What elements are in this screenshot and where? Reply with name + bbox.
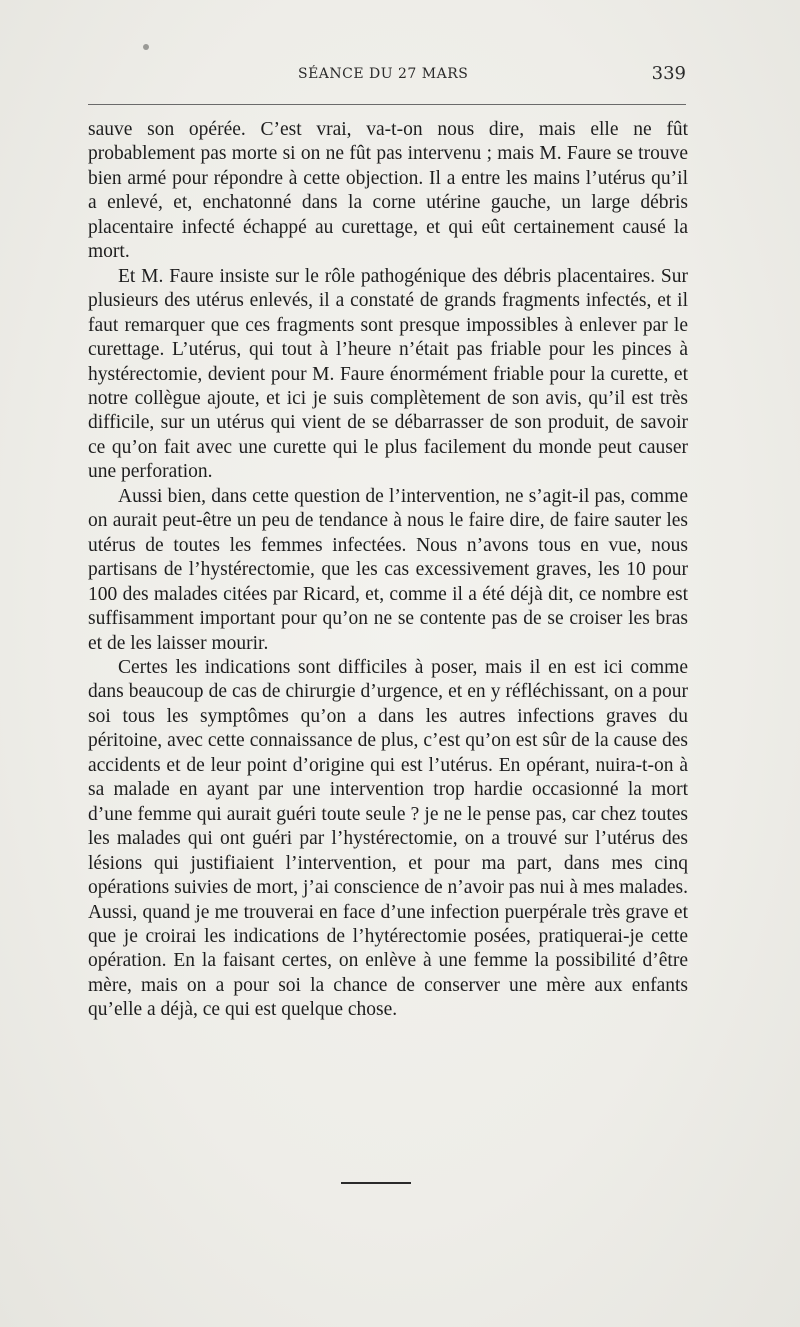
running-head: SÉANCE DU 27 MARS	[298, 66, 469, 82]
header-rule	[88, 104, 686, 105]
paragraph: Certes les indications sont difficiles à poser, mais il en est ici comme dans beaucoup de cas de chirurgie d’urgence, et en y réfléchissant, on a pour soi tous les symptômes qu’on a dans les autres infections graves du péritoine, avec cette connaissance de plus, c’est qu’on est sûr de la cause des accidents et de leur point d’origine qui est l’utérus. En opérant, nuira-t-on à sa malade en ayant par une intervention trop hardie occasionné la mort d’une femme qui aurait guéri toute seule ? je ne le pense pas, car chez toutes les malades qui ont guéri par l’hystérectomie, on a trouvé sur l’utérus des lésions qui justifiaient l’intervention, et pour ma part, dans mes cinq opérations suivies de mort, j’ai conscience de n’avoir pas nui à mes malades. Aussi, quand je me trouverai en face d’une infection puerpérale très grave et que je croirai les indications de l’hytérectomie posées, pratiquerai-je cette opération. En la faisant certes, on enlève à une femme la possibilité d’être mère, mais on a pour soi la chance de conserver une mère aux enfants qu’elle a déjà, ce qui est quelque chose.	[88, 656, 688, 1021]
paragraph: Et M. Faure insiste sur le rôle pathogénique des débris placentaires. Sur plusieurs des utérus enlevés, il a constaté de grands fragments infectés, et il faut remarquer que ces fragments sont presque impossibles à enlever par le curettage. L’utérus, qui tout à l’heure n’était pas friable pour les pinces à hystérectomie, devient pour M. Faure énormément friable pour la curette, et notre collègue ajoute, et ici je suis complètement de son avis, qu’il est très difficile, sur un utérus qui vient de se débarrasser de son produit, de savoir ce qu’on fait avec une curette qui le plus facilement du monde peut causer une perforation.	[88, 265, 688, 483]
body-text	[88, 118, 688, 1023]
page-header	[88, 60, 686, 90]
page-number: 339	[651, 63, 686, 84]
paragraph: sauve son opérée. C’est vrai, va-t-on nous dire, mais elle ne fût probablement pas morte si on ne fût pas intervenu ; mais M. Faure se trouve bien armé pour répondre à cette objection. Il a entre les mains l’utérus qu’il a enlevé, et, enchatonné dans la corne utérine gauche, un large débris placentaire infecté échappé au curettage, et qui eût certainement causé la mort.	[88, 119, 688, 263]
ink-speck	[143, 44, 149, 50]
paragraph: Aussi bien, dans cette question de l’intervention, ne s’agit-il pas, comme on aurait peut-être un peu de tendance à nous le faire dire, de faire sauter les utérus de toutes les femmes infectées. Nous n’avons tous en vue, nous partisans de l’hystérectomie, que les cas excessivement graves, les 10 pour 100 des malades citées par Ricard, et, comme il a été déjà dit, ce nombre est suffisamment important pour qu’on ne se contente pas de se croiser les bras et de les laisser mourir.	[88, 485, 688, 654]
section-end-rule	[341, 1182, 411, 1184]
